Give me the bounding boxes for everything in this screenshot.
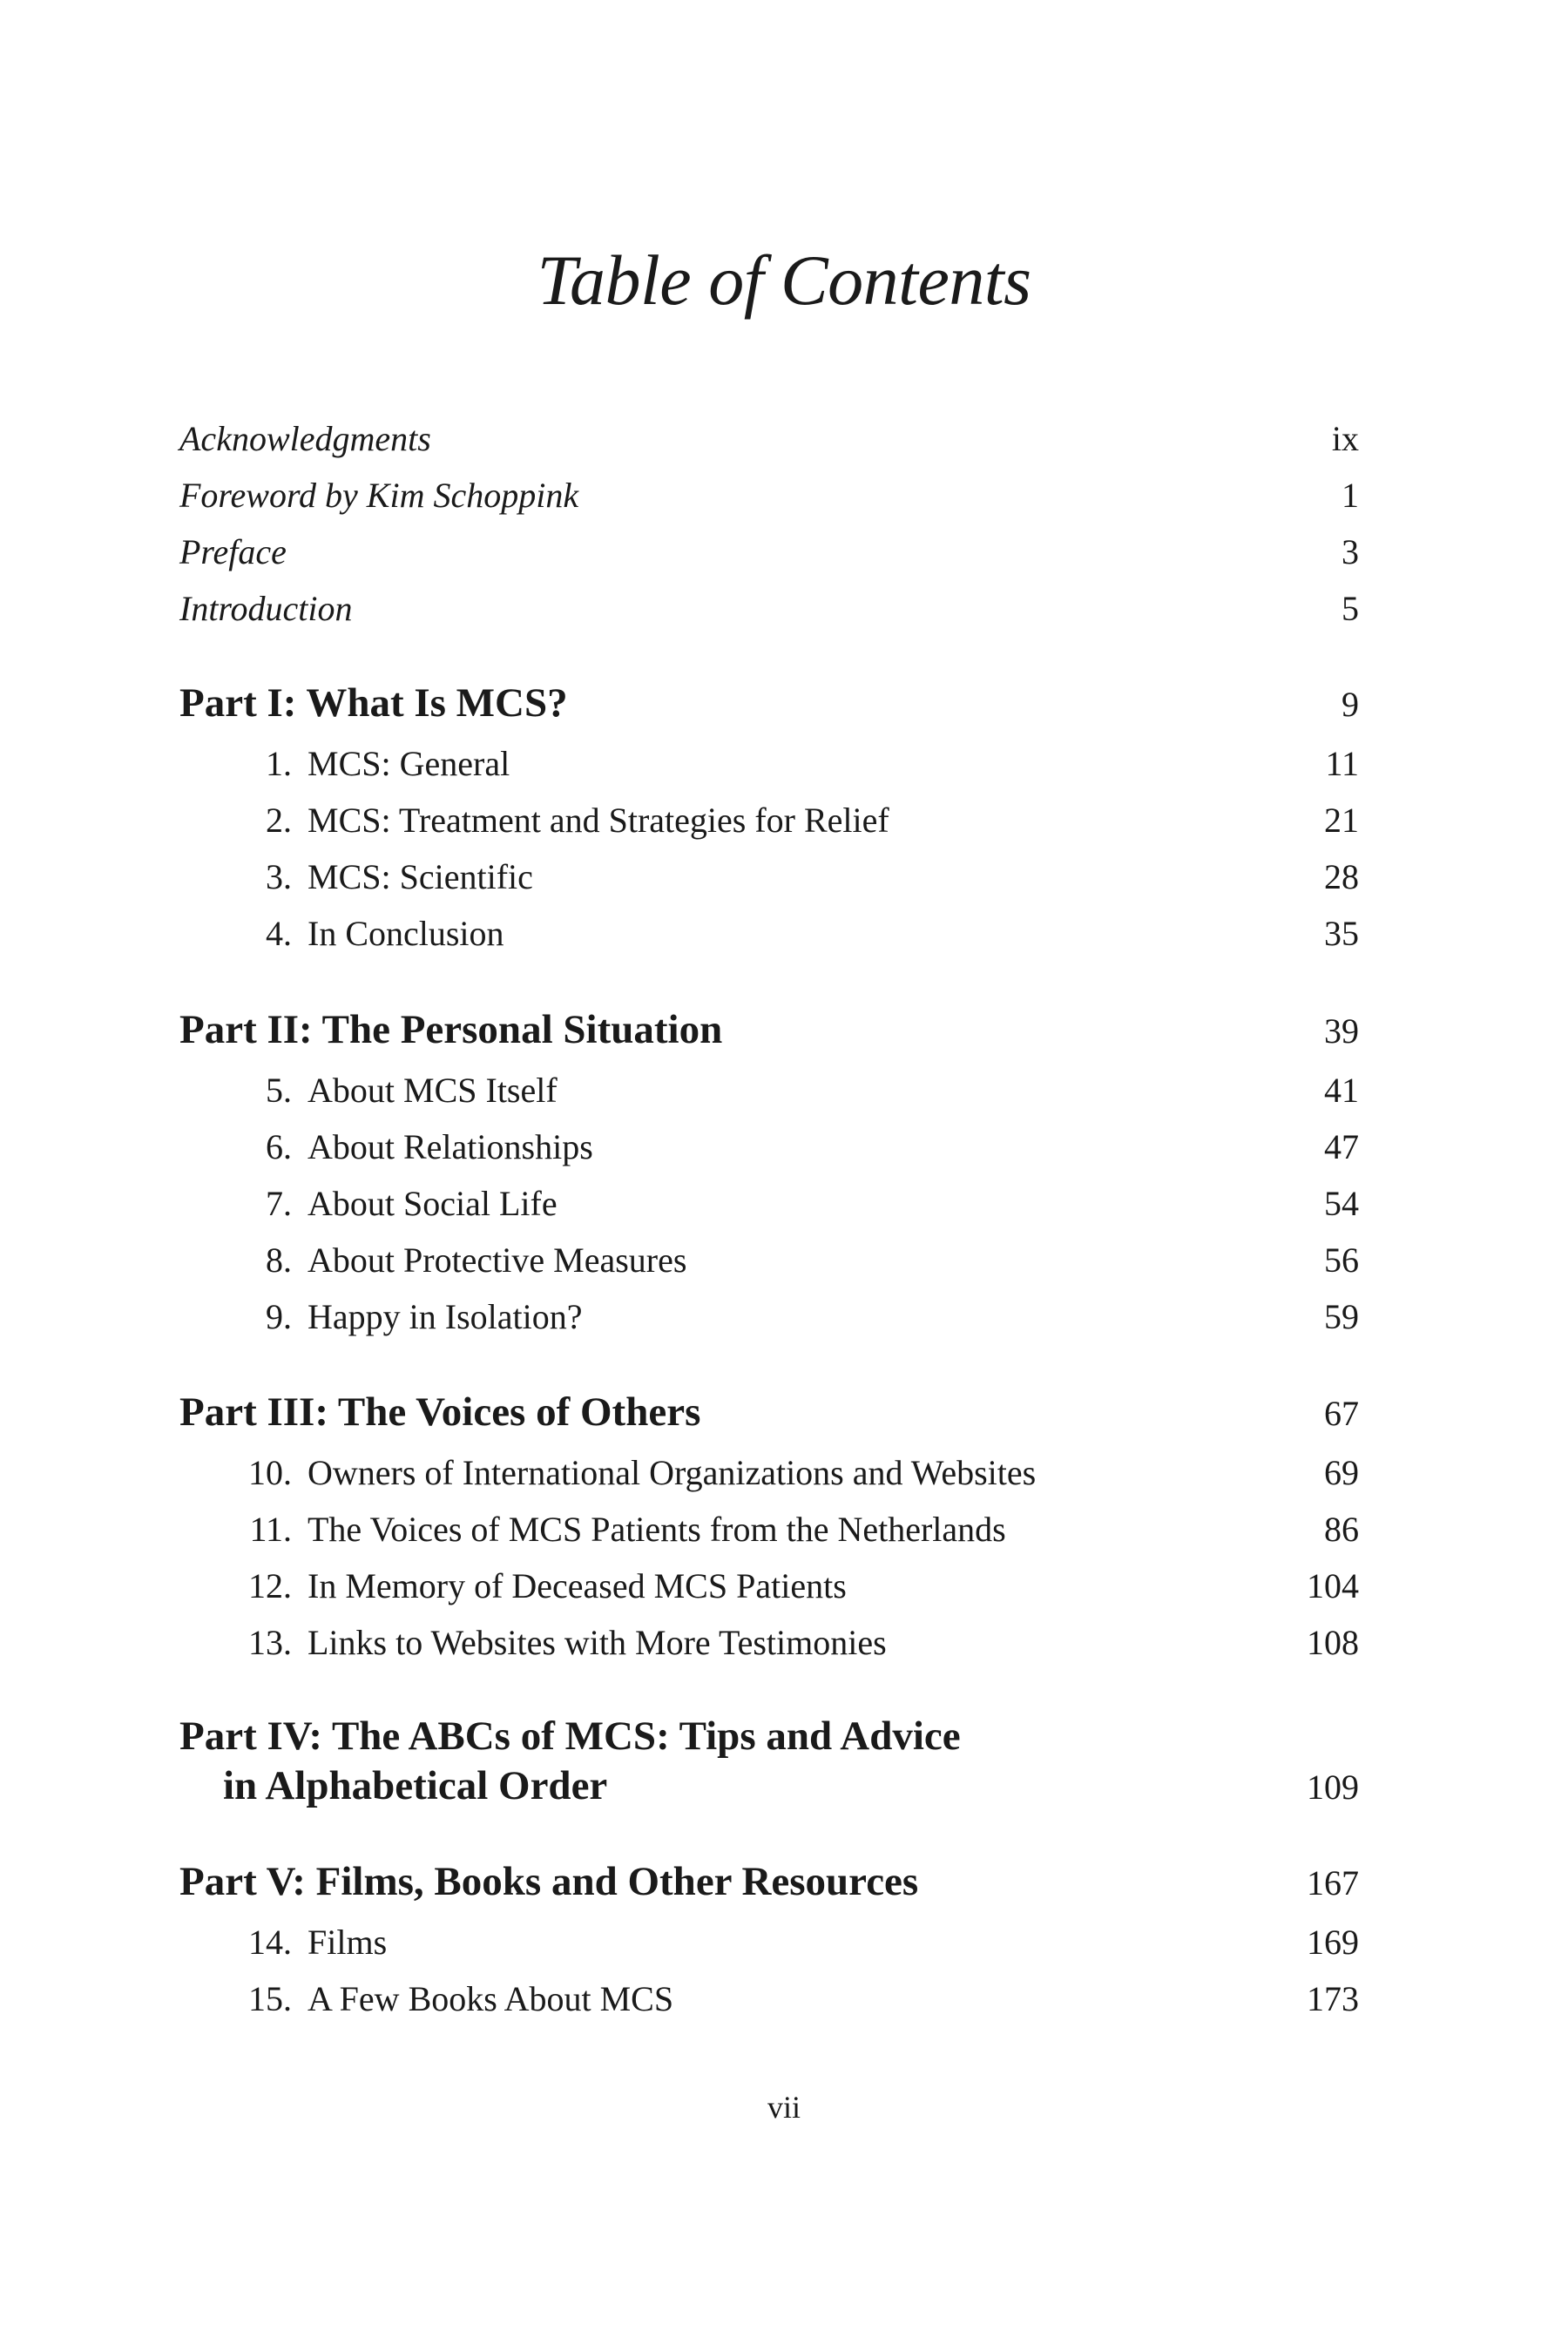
entry-page: 86 bbox=[1324, 1510, 1359, 1549]
entry-page: ix bbox=[1331, 419, 1359, 458]
entry-page: 47 bbox=[1324, 1127, 1359, 1166]
page-title: Table of Contents bbox=[537, 240, 1031, 320]
entry-page: 1 bbox=[1342, 476, 1359, 515]
toc-chapter[interactable] bbox=[179, 1179, 1359, 1228]
part-label: Part II: The Personal Situation bbox=[179, 1007, 723, 1052]
chapter-number: 9. bbox=[266, 1297, 292, 1336]
chapter-label: Links to Websites with More Testimonies bbox=[308, 1623, 887, 1662]
chapter-label: About Relationships bbox=[308, 1127, 593, 1166]
chapter-label: About Protective Measures bbox=[308, 1240, 687, 1280]
part-label: Part V: Films, Books and Other Resources bbox=[179, 1859, 919, 1904]
chapter-label: The Voices of MCS Patients from the Netherlands bbox=[308, 1510, 1006, 1549]
entry-page: 11 bbox=[1325, 744, 1359, 783]
toc-chapter[interactable] bbox=[179, 1293, 1359, 1342]
toc-part-1[interactable] bbox=[179, 677, 1359, 731]
chapter-label: In Conclusion bbox=[308, 914, 504, 953]
chapter-number: 3. bbox=[266, 857, 292, 896]
toc-entry-foreword[interactable] bbox=[179, 471, 1359, 520]
toc-chapter[interactable] bbox=[179, 740, 1359, 788]
entry-page: 35 bbox=[1324, 914, 1359, 953]
chapter-number: 11. bbox=[249, 1510, 292, 1549]
chapter-label: MCS: Treatment and Strategies for Relief bbox=[308, 801, 889, 840]
toc-entry-preface[interactable] bbox=[179, 528, 1359, 577]
toc-part-2[interactable] bbox=[179, 1004, 1359, 1058]
toc-chapter[interactable] bbox=[179, 1236, 1359, 1285]
toc-chapter[interactable] bbox=[179, 1123, 1359, 1172]
entry-page: 108 bbox=[1307, 1623, 1359, 1662]
entry-page: 28 bbox=[1324, 857, 1359, 896]
entry-label: Introduction bbox=[179, 589, 353, 628]
part-label-continued: in Alphabetical Order bbox=[223, 1763, 608, 1808]
chapter-label: Owners of International Organizations and Websites bbox=[308, 1453, 1037, 1492]
toc-chapter[interactable] bbox=[179, 909, 1359, 958]
chapter-number: 13. bbox=[248, 1623, 292, 1662]
entry-page: 104 bbox=[1307, 1566, 1359, 1605]
toc-part-4-continued[interactable] bbox=[179, 1760, 1359, 1814]
chapter-number: 8. bbox=[266, 1240, 292, 1280]
chapter-number: 6. bbox=[266, 1127, 292, 1166]
part-label: Part IV: The ABCs of MCS: Tips and Advice bbox=[179, 1713, 961, 1759]
toc-part-3[interactable] bbox=[179, 1386, 1359, 1440]
entry-page: 5 bbox=[1342, 589, 1359, 628]
toc-chapter[interactable] bbox=[179, 1449, 1359, 1497]
toc-chapter[interactable] bbox=[179, 1918, 1359, 1967]
chapter-label: Films bbox=[308, 1923, 388, 1962]
entry-page: 69 bbox=[1324, 1453, 1359, 1492]
toc-part-4[interactable] bbox=[179, 1710, 1359, 1762]
chapter-label: MCS: Scientific bbox=[308, 857, 533, 896]
chapter-number: 5. bbox=[266, 1071, 292, 1110]
entry-page: 56 bbox=[1324, 1240, 1359, 1280]
chapter-number: 7. bbox=[266, 1184, 292, 1223]
chapter-number: 14. bbox=[248, 1923, 292, 1962]
chapter-label: A Few Books About MCS bbox=[308, 1979, 674, 2018]
entry-page: 109 bbox=[1307, 1767, 1359, 1807]
toc-chapter[interactable] bbox=[179, 1066, 1359, 1115]
entry-page: 39 bbox=[1324, 1011, 1359, 1051]
part-label: Part I: What Is MCS? bbox=[179, 680, 568, 726]
chapter-label: Happy in Isolation? bbox=[308, 1297, 583, 1336]
part-label: Part III: The Voices of Others bbox=[179, 1389, 701, 1435]
toc-chapter[interactable] bbox=[179, 853, 1359, 902]
chapter-label: In Memory of Deceased MCS Patients bbox=[308, 1566, 847, 1605]
chapter-number: 2. bbox=[266, 801, 292, 840]
toc-entry-introduction[interactable] bbox=[179, 585, 1359, 633]
entry-page: 173 bbox=[1307, 1979, 1359, 2018]
toc-chapter[interactable] bbox=[179, 1505, 1359, 1554]
chapter-label: About Social Life bbox=[308, 1184, 558, 1223]
entry-page: 167 bbox=[1307, 1863, 1359, 1903]
toc-part-5[interactable] bbox=[179, 1855, 1359, 1909]
toc-chapter[interactable] bbox=[179, 1619, 1359, 1667]
entry-page: 41 bbox=[1324, 1071, 1359, 1110]
chapter-number: 12. bbox=[248, 1566, 292, 1605]
entry-page: 9 bbox=[1342, 685, 1359, 724]
entry-label: Preface bbox=[179, 532, 287, 571]
chapter-number: 10. bbox=[248, 1453, 292, 1492]
entry-page: 169 bbox=[1307, 1923, 1359, 1962]
entry-page: 21 bbox=[1324, 801, 1359, 840]
toc-chapter[interactable] bbox=[179, 1975, 1359, 2024]
chapter-number: 15. bbox=[248, 1979, 292, 2018]
table-of-contents bbox=[179, 0, 1359, 2352]
entry-page: 54 bbox=[1324, 1184, 1359, 1223]
chapter-label: About MCS Itself bbox=[308, 1071, 558, 1110]
entry-label: Foreword by Kim Schoppink bbox=[179, 476, 579, 515]
chapter-number: 1. bbox=[266, 744, 292, 783]
toc-entry-acknowledgments[interactable] bbox=[179, 415, 1359, 463]
chapter-number: 4. bbox=[266, 914, 292, 953]
page-number: vii bbox=[767, 2090, 801, 2125]
toc-chapter[interactable] bbox=[179, 796, 1359, 845]
toc-chapter[interactable] bbox=[179, 1562, 1359, 1611]
entry-label: Acknowledgments bbox=[179, 419, 431, 458]
chapter-label: MCS: General bbox=[308, 744, 510, 783]
entry-page: 3 bbox=[1342, 532, 1359, 571]
entry-page: 67 bbox=[1324, 1394, 1359, 1433]
entry-page: 59 bbox=[1324, 1297, 1359, 1336]
